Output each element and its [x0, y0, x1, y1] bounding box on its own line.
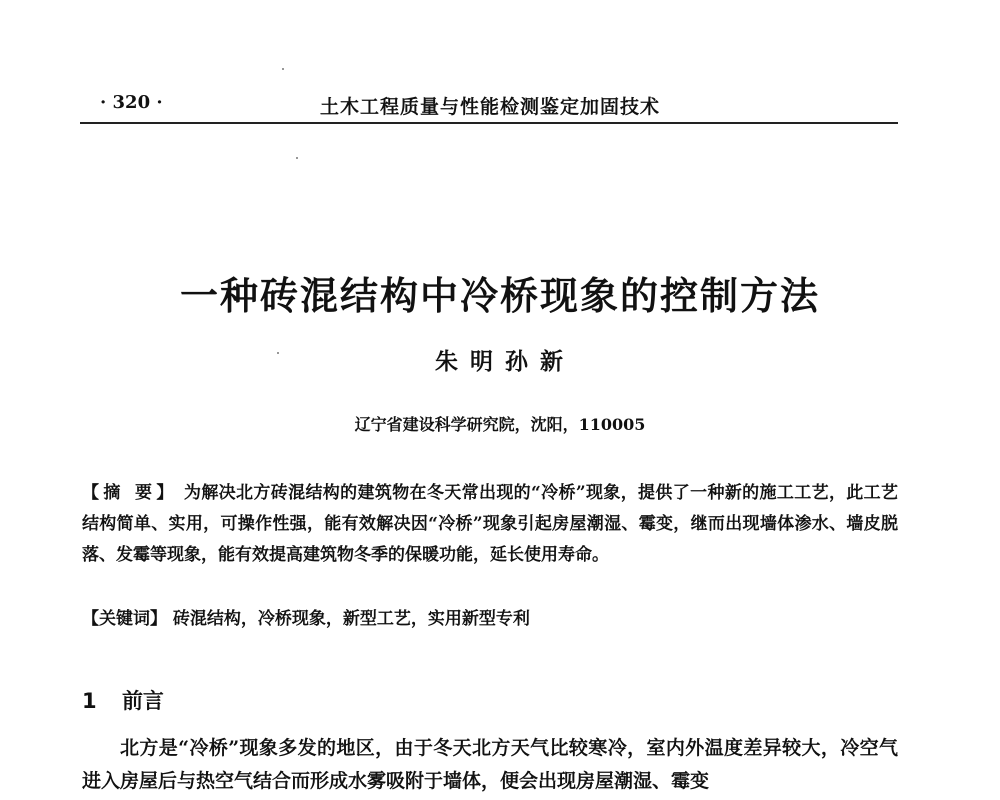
section-title: 前言	[121, 689, 164, 713]
affiliation: 辽宁省建设科学研究院，沈阳，110005	[354, 415, 646, 434]
keywords-label: 【关键词】	[82, 609, 167, 629]
abstract	[82, 478, 898, 571]
keywords	[82, 604, 898, 635]
body-paragraph: 北方是“冷桥”现象多发的地区，由于冬天北方天气比较寒冷，室内外温度差异较大，冷空气进入房屋后与热空气结合而形成水雾吸附于墙体，便会出现房屋潮湿、霉变	[82, 737, 898, 792]
abstract-label: 【摘 要】	[82, 483, 178, 503]
book-title: 土木工程质量与性能检测鉴定加固技术	[320, 96, 661, 118]
keywords-text: 砖混结构，冷桥现象，新型工艺，实用新型专利	[172, 609, 530, 629]
authors: 朱 明 孙 新	[434, 348, 566, 375]
scan-speck	[296, 157, 298, 159]
running-header	[80, 88, 898, 124]
page-number: · 320 ·	[100, 92, 163, 113]
scan-speck	[282, 68, 284, 70]
abstract-text: 为解决北方砖混结构的建筑物在冬天常出现的“冷桥”现象，提供了一种新的施工工艺，此工艺结构简单、实用，可操作性强，能有效解决因“冷桥”现象引起房屋潮湿、霉变，继而出现墙体渗水、墙皮脱落、发霉等现象，能有效提高建筑物冬季的保暖功能，延长使用寿命。	[82, 483, 898, 565]
section-heading	[82, 685, 164, 715]
section-number: 1	[82, 689, 97, 713]
paper-title: 一种砖混结构中冷桥现象的控制方法	[179, 273, 820, 318]
